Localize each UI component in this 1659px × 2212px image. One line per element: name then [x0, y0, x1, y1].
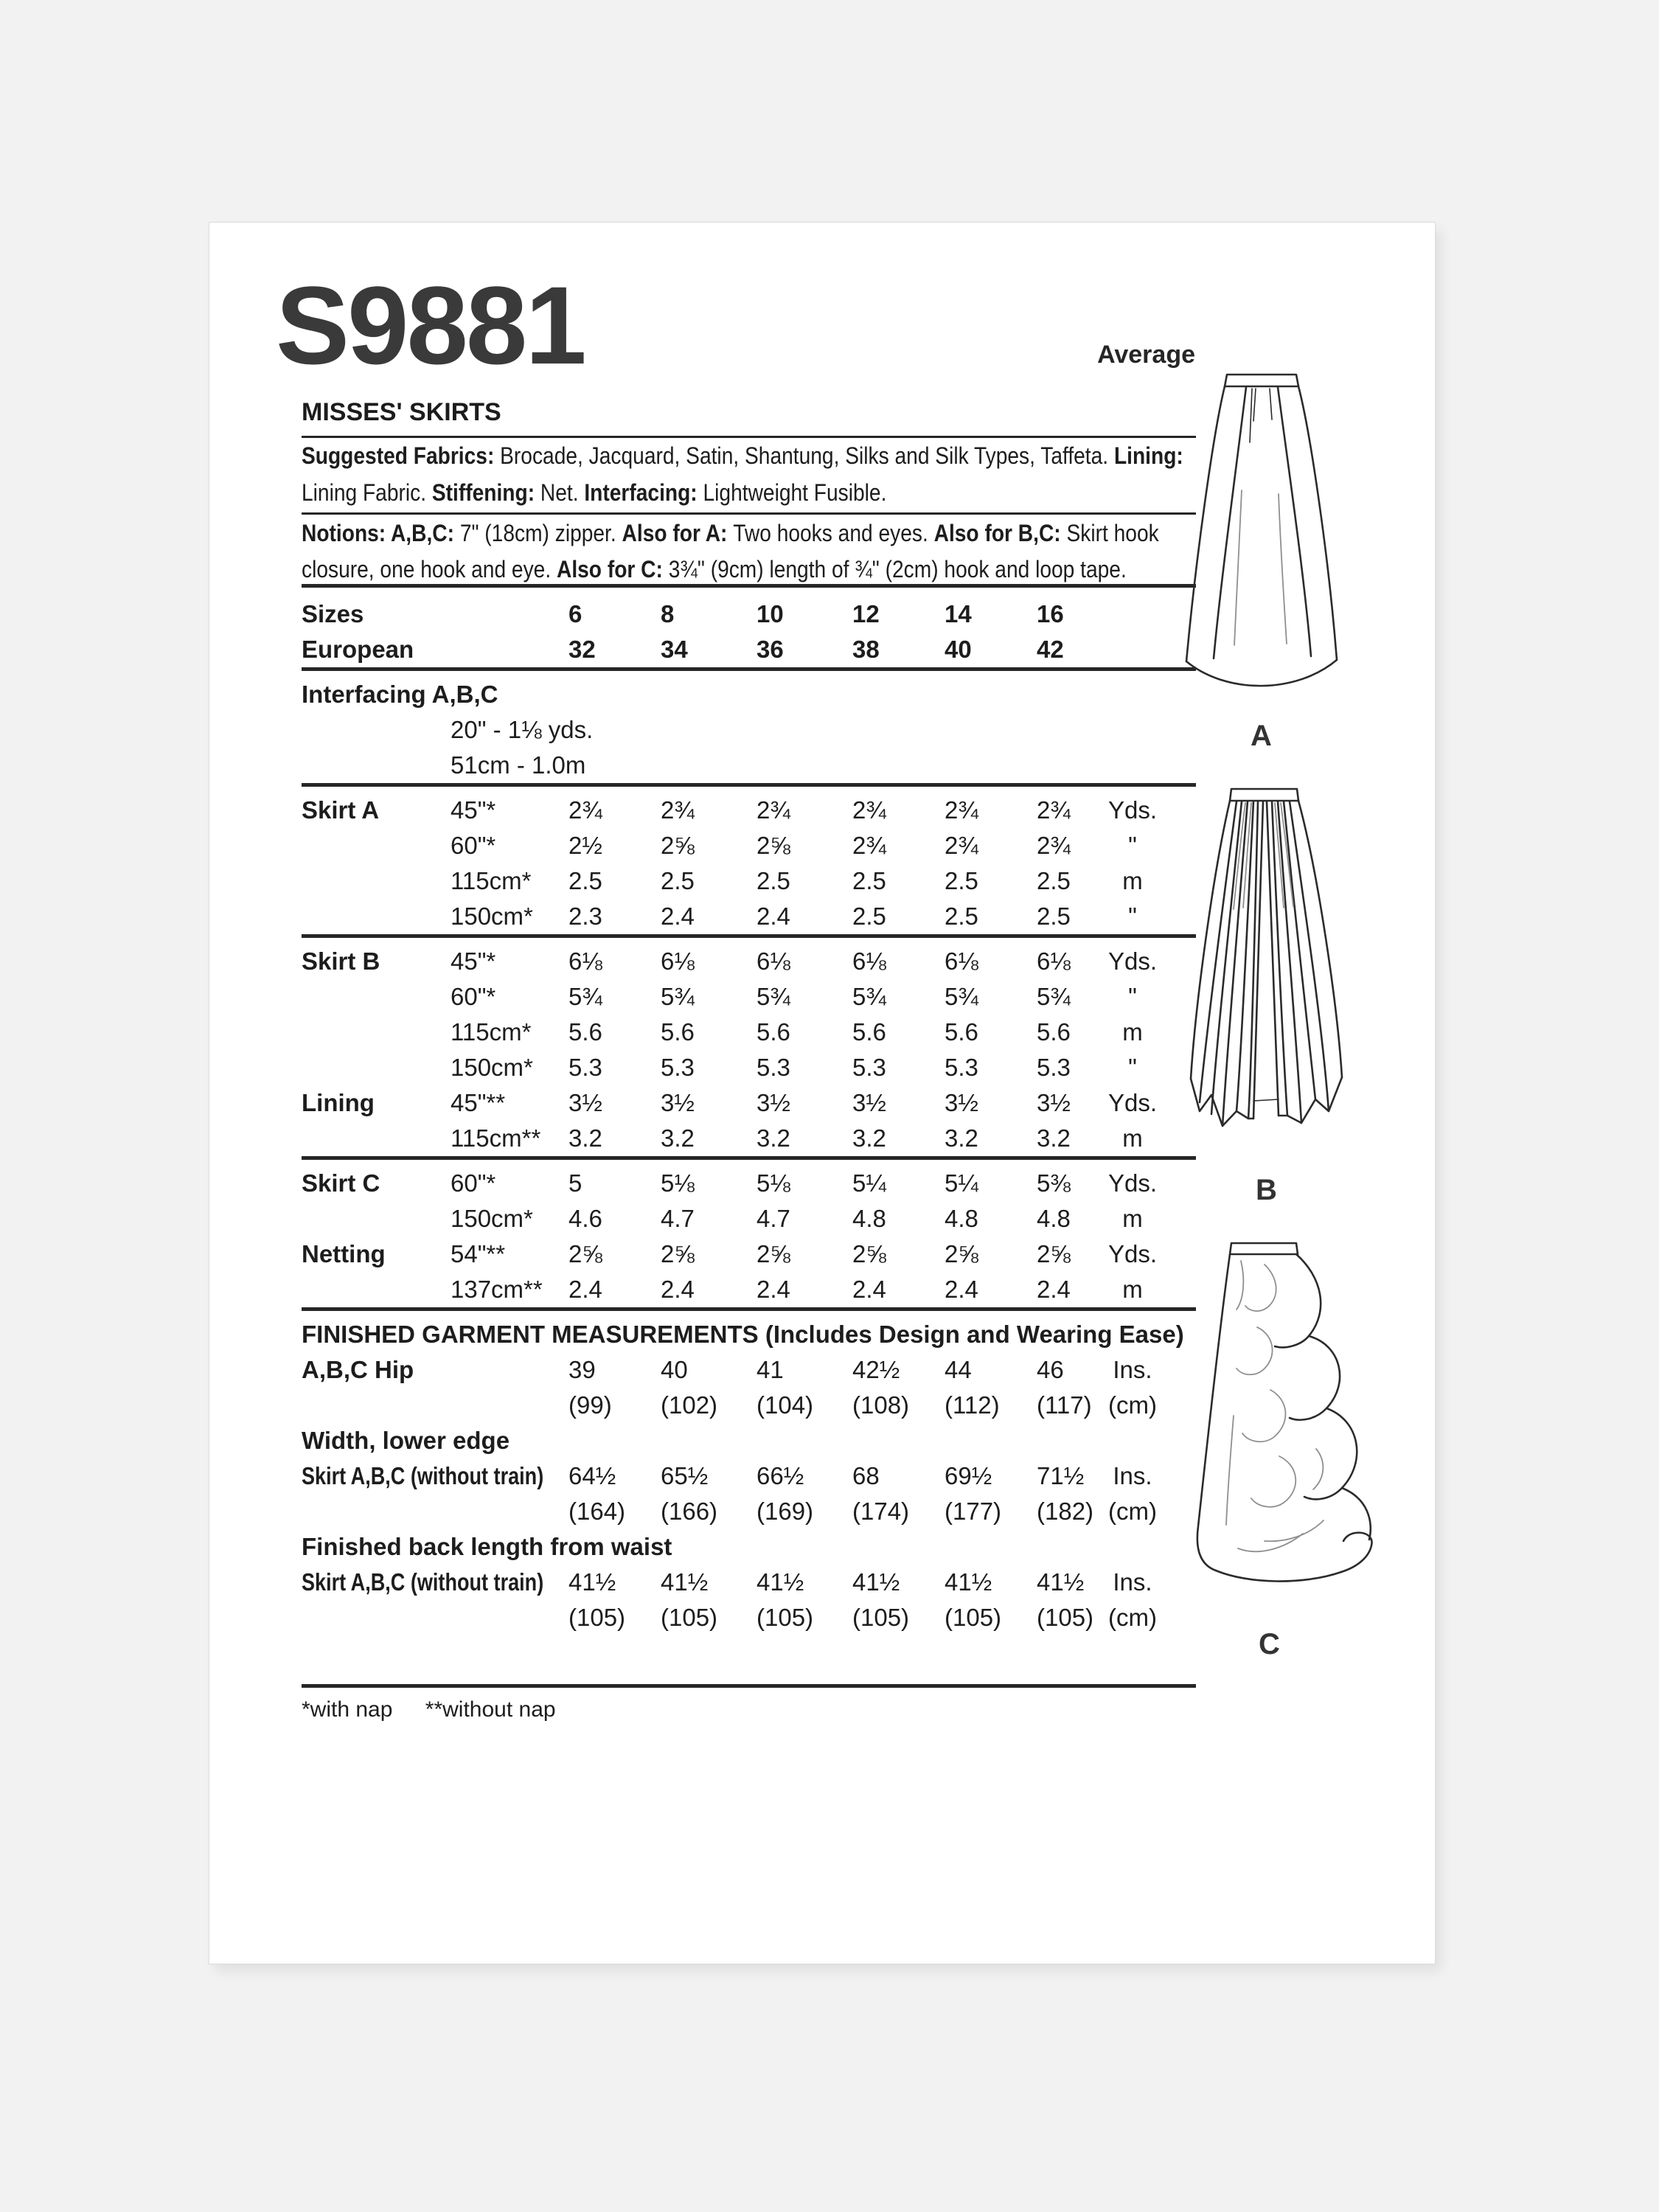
table-row: [302, 1085, 1196, 1121]
size-8-value: 5.6: [661, 1018, 695, 1046]
text-segment: Brocade, Jacquard, Satin, Shantung, Silks and Silk Types, Taffeta.: [500, 442, 1114, 469]
size-16-value: (117): [1037, 1391, 1092, 1419]
size-16-value: 5.6: [1037, 1018, 1071, 1046]
row-label: Skirt A,B,C (without train): [302, 1568, 544, 1596]
size-14-value: 4.8: [945, 1205, 978, 1232]
size-14-value: (105): [945, 1604, 1002, 1631]
size-10-value: 4.7: [757, 1205, 790, 1232]
size-12-value: 2.5: [852, 867, 886, 894]
size-12-value: 2.4: [852, 1276, 886, 1303]
size-6-value: 2.4: [568, 1276, 602, 1303]
size-6-value: 6: [568, 600, 582, 627]
skirt-a-illustration: [1184, 372, 1339, 700]
view-b-label: B: [1256, 1174, 1278, 1206]
fabric-width: 150cm*: [451, 902, 533, 930]
size-12-value: 6⅛: [852, 947, 886, 975]
size-12-value: 3½: [852, 1089, 886, 1116]
size-14-value: 40: [945, 636, 972, 663]
size-8-value: 4.7: [661, 1205, 695, 1232]
size-14-value: 2¾: [945, 832, 978, 859]
size-6-value: 5: [568, 1169, 582, 1197]
size-10-value: 2.4: [757, 902, 790, 930]
notions-paragraph: [302, 515, 1196, 588]
text-segment: Also for A:: [622, 520, 734, 546]
difficulty-label: Average: [1097, 341, 1195, 369]
text-segment: Lining:: [1113, 442, 1183, 469]
size-14-value: 2⅝: [945, 1240, 978, 1267]
table-row: [302, 828, 1196, 863]
size-10-value: 2.5: [757, 867, 790, 894]
size-14-value: (177): [945, 1498, 1002, 1525]
size-10-value: 3.2: [757, 1124, 790, 1152]
table-row: [302, 1565, 1196, 1600]
row-label: Skirt C: [302, 1169, 380, 1197]
size-10-value: (105): [757, 1604, 814, 1631]
size-16-value: (105): [1037, 1604, 1094, 1631]
size-14-value: 2.5: [945, 867, 978, 894]
size-14-value: 3.2: [945, 1124, 978, 1152]
unit-label: Yds.: [1107, 1089, 1158, 1116]
table-row: [302, 1272, 1196, 1311]
row-label: Width, lower edge: [302, 1427, 510, 1454]
row-label: Skirt A,B,C (without train): [302, 1462, 544, 1489]
size-14-value: 2¾: [945, 796, 978, 824]
table-row: [302, 863, 1196, 899]
fabric-width: 115cm*: [451, 1018, 532, 1046]
size-10-value: 3½: [757, 1089, 790, 1116]
text-segment: Lightweight Fusible.: [703, 479, 887, 506]
size-14-value: 6⅛: [945, 947, 978, 975]
size-12-value: 2.5: [852, 902, 886, 930]
unit-label: Ins.: [1113, 1568, 1152, 1596]
size-14-value: 14: [945, 600, 972, 627]
fabric-width: 60"*: [451, 832, 496, 859]
size-14-value: 41½: [945, 1568, 992, 1596]
size-8-value: 2⅝: [661, 832, 695, 859]
unit-label: ": [1128, 902, 1137, 930]
text-segment: 3¾" (9cm) length of ¾" (2cm) hook and loop tape.: [668, 556, 1127, 582]
size-8-value: 8: [661, 600, 675, 627]
divider: [302, 584, 1196, 588]
fabric-width: 45"*: [451, 796, 496, 824]
row-label: Sizes: [302, 600, 364, 627]
size-16-value: 2.5: [1037, 902, 1071, 930]
size-16-value: 16: [1037, 600, 1064, 627]
size-12-value: 4.8: [852, 1205, 886, 1232]
size-12-value: 3.2: [852, 1124, 886, 1152]
size-12-value: (174): [852, 1498, 910, 1525]
size-6-value: 64½: [568, 1462, 616, 1489]
view-a-label: A: [1251, 720, 1273, 752]
table-row: [302, 899, 1196, 938]
unit-label: m: [1122, 1276, 1143, 1303]
unit-label: Ins.: [1113, 1356, 1152, 1383]
size-6-value: 2¾: [568, 796, 602, 824]
size-6-value: (164): [568, 1498, 626, 1525]
fabric-width: 60"*: [451, 1169, 496, 1197]
unit-label: (cm): [1108, 1391, 1157, 1419]
size-8-value: 2¾: [661, 796, 695, 824]
size-8-value: 2.5: [661, 867, 695, 894]
size-16-value: 3½: [1037, 1089, 1071, 1116]
size-8-value: 5.3: [661, 1054, 695, 1081]
pattern-number: S9881: [276, 263, 585, 387]
size-10-value: 10: [757, 600, 784, 627]
size-8-value: 2.4: [661, 902, 695, 930]
size-8-value: (105): [661, 1604, 718, 1631]
size-6-value: (99): [568, 1391, 612, 1419]
row-label: Lining: [302, 1089, 375, 1116]
skirt-c-illustration: [1192, 1239, 1378, 1599]
size-12-value: 5¾: [852, 983, 886, 1010]
table-row: [302, 1494, 1196, 1529]
text-segment: Notions: A,B,C:: [302, 520, 460, 546]
table-row: [302, 1201, 1196, 1237]
unit-label: Yds.: [1107, 947, 1158, 975]
table-row: [302, 1600, 1196, 1635]
size-10-value: 5.3: [757, 1054, 790, 1081]
size-10-value: 41½: [757, 1568, 804, 1596]
yardage-table: [302, 597, 1196, 1635]
size-10-value: 5¾: [757, 983, 790, 1010]
size-14-value: 69½: [945, 1462, 992, 1489]
size-16-value: 71½: [1037, 1462, 1085, 1489]
size-10-value: 2⅝: [757, 832, 790, 859]
pattern-title: MISSES' SKIRTS: [302, 398, 501, 426]
divider: [302, 1684, 1196, 1688]
size-6-value: 2.3: [568, 902, 602, 930]
size-16-value: 2¾: [1037, 832, 1071, 859]
size-6-value: 5.6: [568, 1018, 602, 1046]
size-10-value: 2.4: [757, 1276, 790, 1303]
size-16-value: 6⅛: [1037, 947, 1071, 975]
table-row: [302, 712, 1196, 748]
row-label: Interfacing A,B,C: [302, 681, 498, 708]
text-segment: Also for B,C:: [933, 520, 1067, 546]
size-10-value: 2⅝: [757, 1240, 790, 1267]
fabrics-line-2: [302, 474, 1088, 511]
notions-line-2: [302, 552, 1127, 588]
size-6-value: 6⅛: [568, 947, 602, 975]
size-6-value: 2.5: [568, 867, 602, 894]
table-row: [302, 1121, 1196, 1160]
size-8-value: 41½: [661, 1568, 709, 1596]
text-segment: closure, one hook and eye.: [302, 556, 557, 582]
size-12-value: (105): [852, 1604, 910, 1631]
size-12-value: (108): [852, 1391, 910, 1419]
size-6-value: (105): [568, 1604, 626, 1631]
size-10-value: 36: [757, 636, 784, 663]
size-8-value: 5⅛: [661, 1169, 695, 1197]
size-10-value: 5.6: [757, 1018, 790, 1046]
unit-label: Yds.: [1107, 796, 1158, 824]
size-6-value: 3½: [568, 1089, 602, 1116]
table-row: [302, 1423, 1196, 1458]
size-10-value: 6⅛: [757, 947, 790, 975]
size-14-value: 3½: [945, 1089, 978, 1116]
size-8-value: 40: [661, 1356, 688, 1383]
table-row: [302, 979, 1196, 1015]
nap-footnote: [302, 1697, 556, 1723]
size-12-value: 5¼: [852, 1169, 886, 1197]
skirt-b-illustration: [1189, 785, 1344, 1145]
unit-label: ": [1128, 832, 1137, 859]
unit-label: m: [1122, 1018, 1143, 1046]
table-row: [302, 748, 1196, 787]
fabric-width: 115cm**: [451, 1124, 541, 1152]
text-segment: 7" (18cm) zipper.: [459, 520, 622, 546]
table-row: [302, 1317, 1196, 1352]
size-14-value: 44: [945, 1356, 972, 1383]
unit-label: ": [1128, 1054, 1137, 1081]
size-6-value: 5¾: [568, 983, 602, 1010]
notions-line-1: [302, 515, 1159, 552]
table-row: [302, 1352, 1196, 1388]
size-14-value: 5.3: [945, 1054, 978, 1081]
size-6-value: 4.6: [568, 1205, 602, 1232]
size-10-value: (169): [757, 1498, 814, 1525]
size-12-value: 12: [852, 600, 880, 627]
size-16-value: 2¾: [1037, 796, 1071, 824]
table-row: [302, 1388, 1196, 1423]
size-8-value: 2⅝: [661, 1240, 695, 1267]
size-12-value: 5.6: [852, 1018, 886, 1046]
size-12-value: 42½: [852, 1356, 900, 1383]
table-row: [302, 944, 1196, 979]
row-label: Skirt B: [302, 947, 380, 975]
divider: [302, 512, 1196, 515]
skirt-c-drawing: [1192, 1239, 1378, 1599]
without-nap-note: **without nap: [425, 1697, 556, 1722]
table-row: [302, 677, 1196, 712]
size-14-value: 5¾: [945, 983, 978, 1010]
row-label: Skirt A: [302, 796, 380, 824]
size-6-value: 2½: [568, 832, 602, 859]
fabric-width: 60"*: [451, 983, 496, 1010]
row-label: A,B,C Hip: [302, 1356, 414, 1383]
table-row: [302, 632, 1196, 671]
size-10-value: 2¾: [757, 796, 790, 824]
size-8-value: 3½: [661, 1089, 695, 1116]
suggested-fabrics-paragraph: [302, 437, 1196, 511]
size-16-value: 2⅝: [1037, 1240, 1071, 1267]
unit-label: (cm): [1108, 1498, 1157, 1525]
unit-label: Yds.: [1107, 1169, 1158, 1197]
table-row: [302, 597, 1196, 632]
fabric-width: 45"**: [451, 1089, 506, 1116]
table-row: [302, 1166, 1196, 1201]
size-8-value: (102): [661, 1391, 718, 1419]
text-segment: Net.: [540, 479, 585, 506]
fabric-width: 51cm - 1.0m: [451, 751, 586, 779]
size-12-value: 41½: [852, 1568, 900, 1596]
size-12-value: 68: [852, 1462, 880, 1489]
size-10-value: 41: [757, 1356, 784, 1383]
size-6-value: 39: [568, 1356, 596, 1383]
size-16-value: 42: [1037, 636, 1064, 663]
view-c-label: C: [1259, 1628, 1281, 1660]
row-label: Finished back length from waist: [302, 1533, 672, 1560]
unit-label: m: [1122, 867, 1143, 894]
table-row: [302, 1237, 1196, 1272]
size-8-value: 34: [661, 636, 688, 663]
row-label: Netting: [302, 1240, 386, 1267]
fabric-width: 137cm**: [451, 1276, 543, 1303]
row-label: European: [302, 636, 414, 663]
table-row: [302, 1529, 1196, 1565]
size-16-value: 3.2: [1037, 1124, 1071, 1152]
unit-label: Yds.: [1107, 1240, 1158, 1267]
row-label: FINISHED GARMENT MEASUREMENTS (Includes Design and Wearing Ease): [302, 1321, 1184, 1348]
text-segment: Also for C:: [556, 556, 669, 582]
table-row: [302, 1015, 1196, 1050]
size-12-value: 2¾: [852, 832, 886, 859]
size-10-value: 5⅛: [757, 1169, 790, 1197]
size-6-value: 3.2: [568, 1124, 602, 1152]
text-segment: Stiffening:: [431, 479, 540, 506]
size-16-value: 2.5: [1037, 867, 1071, 894]
unit-label: (cm): [1108, 1604, 1157, 1631]
skirt-a-drawing: [1184, 372, 1339, 700]
size-16-value: 41½: [1037, 1568, 1085, 1596]
table-row: [302, 1458, 1196, 1494]
unit-label: ": [1128, 983, 1137, 1010]
size-8-value: 5¾: [661, 983, 695, 1010]
size-16-value: 46: [1037, 1356, 1064, 1383]
size-6-value: 41½: [568, 1568, 616, 1596]
size-12-value: 2¾: [852, 796, 886, 824]
size-6-value: 5.3: [568, 1054, 602, 1081]
size-8-value: (166): [661, 1498, 718, 1525]
fabric-width: 54"**: [451, 1240, 506, 1267]
text-segment: Lining Fabric.: [302, 479, 432, 506]
size-12-value: 38: [852, 636, 880, 663]
fabric-width: 150cm*: [451, 1205, 533, 1232]
unit-label: m: [1122, 1205, 1143, 1232]
size-14-value: 5.6: [945, 1018, 978, 1046]
size-8-value: 65½: [661, 1462, 709, 1489]
unit-label: Ins.: [1113, 1462, 1152, 1489]
size-16-value: 5⅜: [1037, 1169, 1071, 1197]
size-6-value: 32: [568, 636, 596, 663]
size-10-value: (104): [757, 1391, 814, 1419]
fabrics-line-1: [302, 437, 1183, 474]
text-segment: Two hooks and eyes.: [733, 520, 934, 546]
text-segment: Interfacing:: [584, 479, 703, 506]
with-nap-note: *with nap: [302, 1697, 393, 1722]
fabric-width: 150cm*: [451, 1054, 533, 1081]
size-16-value: (182): [1037, 1498, 1094, 1525]
size-8-value: 3.2: [661, 1124, 695, 1152]
size-16-value: 5.3: [1037, 1054, 1071, 1081]
size-16-value: 4.8: [1037, 1205, 1071, 1232]
fabric-width: 115cm*: [451, 867, 532, 894]
size-14-value: 2.5: [945, 902, 978, 930]
size-8-value: 6⅛: [661, 947, 695, 975]
size-12-value: 2⅝: [852, 1240, 886, 1267]
size-16-value: 5¾: [1037, 983, 1071, 1010]
size-10-value: 66½: [757, 1462, 804, 1489]
text-segment: Skirt hook: [1066, 520, 1159, 546]
size-8-value: 2.4: [661, 1276, 695, 1303]
size-6-value: 2⅝: [568, 1240, 602, 1267]
table-row: [302, 793, 1196, 828]
text-segment: Suggested Fabrics:: [302, 442, 501, 469]
size-16-value: 2.4: [1037, 1276, 1071, 1303]
size-12-value: 5.3: [852, 1054, 886, 1081]
size-14-value: (112): [945, 1391, 1000, 1419]
skirt-b-drawing: [1189, 785, 1344, 1145]
fabric-width: 45"*: [451, 947, 496, 975]
table-row: [302, 1050, 1196, 1085]
size-14-value: 5¼: [945, 1169, 978, 1197]
unit-label: m: [1122, 1124, 1143, 1152]
fabric-width: 20" - 1⅛ yds.: [451, 716, 594, 743]
pattern-envelope-back: [209, 222, 1436, 1964]
size-14-value: 2.4: [945, 1276, 978, 1303]
